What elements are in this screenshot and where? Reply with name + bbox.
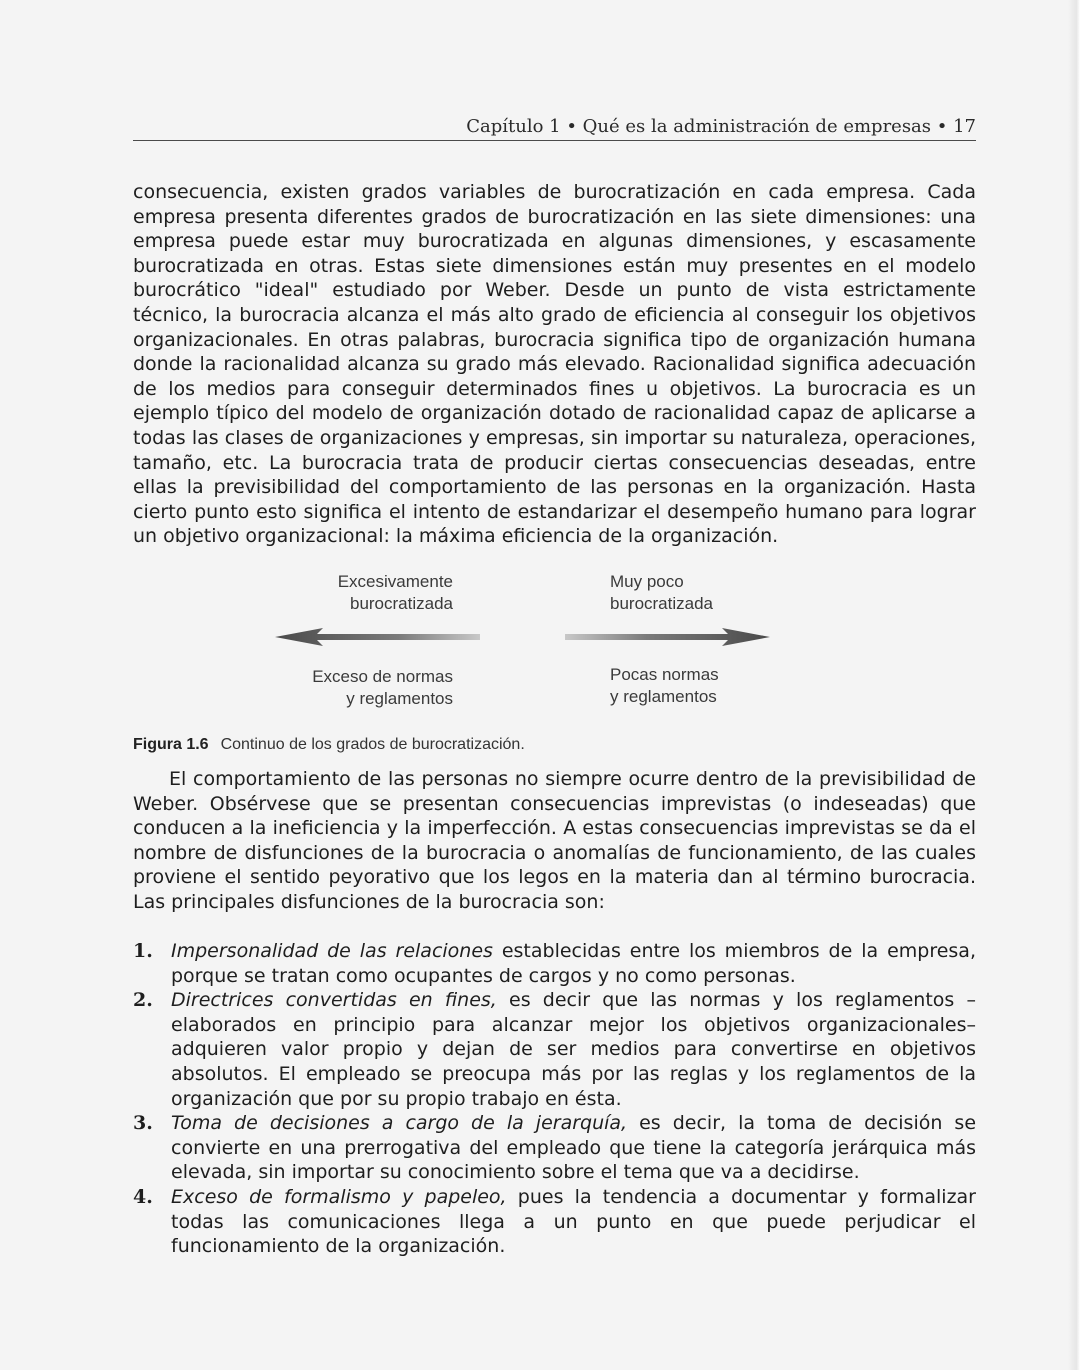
figure-label-few-rules: [610, 664, 810, 708]
list-item-number: 3.: [133, 1112, 153, 1135]
paragraph-2: El comportamiento de las personas no siempre ocurre dentro de la previsibilidad de Weber. Obsérvese que se presentan consecuencias imprevistas (o indeseadas) que conducen a la ineficiencia y la imperfección. A estas consecuencias imprevistas se da el nombre de disfunciones de la burocracia o anomalías de funcionamiento, de las cuales proviene el sentido peyorativo que los legos en la materia dan al término burocracia. Las principales disfunciones de la burocracia son:: [133, 768, 976, 913]
figure-label-line: y reglamentos: [346, 689, 453, 708]
page-edge-shadow: [1068, 0, 1080, 1370]
figure-label-excessive: [250, 571, 453, 615]
list-item: [133, 988, 976, 1111]
figure-label-line: burocratizada: [610, 594, 714, 613]
figure-label-line: Muy poco: [610, 572, 684, 591]
header-rule: [133, 140, 976, 141]
list-item-term: Toma de decisiones a cargo de la jerarquía,: [171, 1112, 628, 1135]
list-item-text: establecidas entre los miembros de la empresa, porque se tratan como ocupantes de cargos y no como personas.: [171, 940, 976, 987]
list-item-text: es decir, la toma de decisión se convierte en una prerrogativa del empleado que tiene la categoría jerárquica más elevada, sin importar su conocimiento sobre el tema que va a decidirse.: [171, 1112, 977, 1184]
figure-number: Figura 1.6: [133, 736, 209, 753]
list-item: [133, 1111, 976, 1185]
running-head: Capítulo 1 • Qué es la administración de empresas • 17: [466, 116, 976, 137]
figure-label-line: y reglamentos: [610, 687, 717, 706]
list-item-term: Impersonalidad de las relaciones: [171, 940, 493, 962]
right-arrow-icon: [565, 626, 770, 648]
list-item: [133, 1185, 976, 1259]
left-arrow-icon: [275, 626, 480, 648]
list-item-term: Directrices convertidas en fines,: [171, 989, 497, 1012]
figure-caption: [133, 736, 976, 754]
dysfunctions-list: [133, 939, 976, 1259]
list-item-text: pues la tendencia a documentar y formalizar todas las comunicaciones llega a un punto en que puede perjudicar el funcionamiento de la organización.: [171, 1185, 976, 1258]
figure-label-line: burocratizada: [349, 594, 453, 613]
list-item-number: 1.: [133, 940, 153, 962]
figure-label-line: Excesivamente: [337, 572, 453, 591]
figure-caption-text: Continuo de los grados de burocratización.: [220, 736, 525, 753]
paragraph-1: consecuencia, existen grados variables de burocratización en cada empresa. Cada empresa presenta diferentes grados de burocratización en las siete dimensiones: una empresa puede estar muy burocratizada en algunas dimensiones, y escasamente burocratizada en otras. Estas siete dimensiones están muy presentes en el modelo burocrático "ideal" estudiado por Weber. Desde un punto de vista estrictamente técnico, la burocracia alcanza el más alto grado de eficiencia al conseguir los objetivos organizacionales. En otras palabras, burocracia significa tipo de organización humana donde la racionalidad alcanza su grado más elevado. Racionalidad significa adecuación de los medios para conseguir determinados fines u objetivos. La burocracia es un ejemplo típico del modelo de organización dotado de racionalidad capaz de aplicarse a todas las clases de organizaciones y empresas, sin importar su naturaleza, operaciones, tamaño, etc. La burocracia trata de producir ciertas consecuencias deseadas, entre ellas la previsibilidad del comportamiento de las personas en la organización. Hasta cierto punto esto significa el intento de estandarizar el desempeño humano para lograr un objetivo organizacional: la máxima eficiencia de la organización.: [133, 181, 976, 548]
figure-label-line: Pocas normas: [610, 665, 719, 684]
list-item-number: 4.: [133, 1185, 153, 1208]
figure-label-little: [610, 571, 810, 615]
figure-label-many-rules: [250, 666, 453, 710]
figure-label-line: Exceso de normas: [312, 667, 453, 686]
list-item: [133, 939, 976, 988]
list-item-number: 2.: [133, 989, 153, 1012]
list-item-term: Exceso de formalismo y papeleo,: [171, 1185, 507, 1208]
list-item-text: es decir que las normas y los reglamentos –elaborados en principio para alcanzar mejor los objetivos organizacionales– adquieren valor propio y dejan de ser medios para convertirse en objetivos absolutos. El empleado se preocupa más por las reglas y los reglamentos de la organización que por su propio trabajo en ésta.: [171, 989, 976, 1110]
